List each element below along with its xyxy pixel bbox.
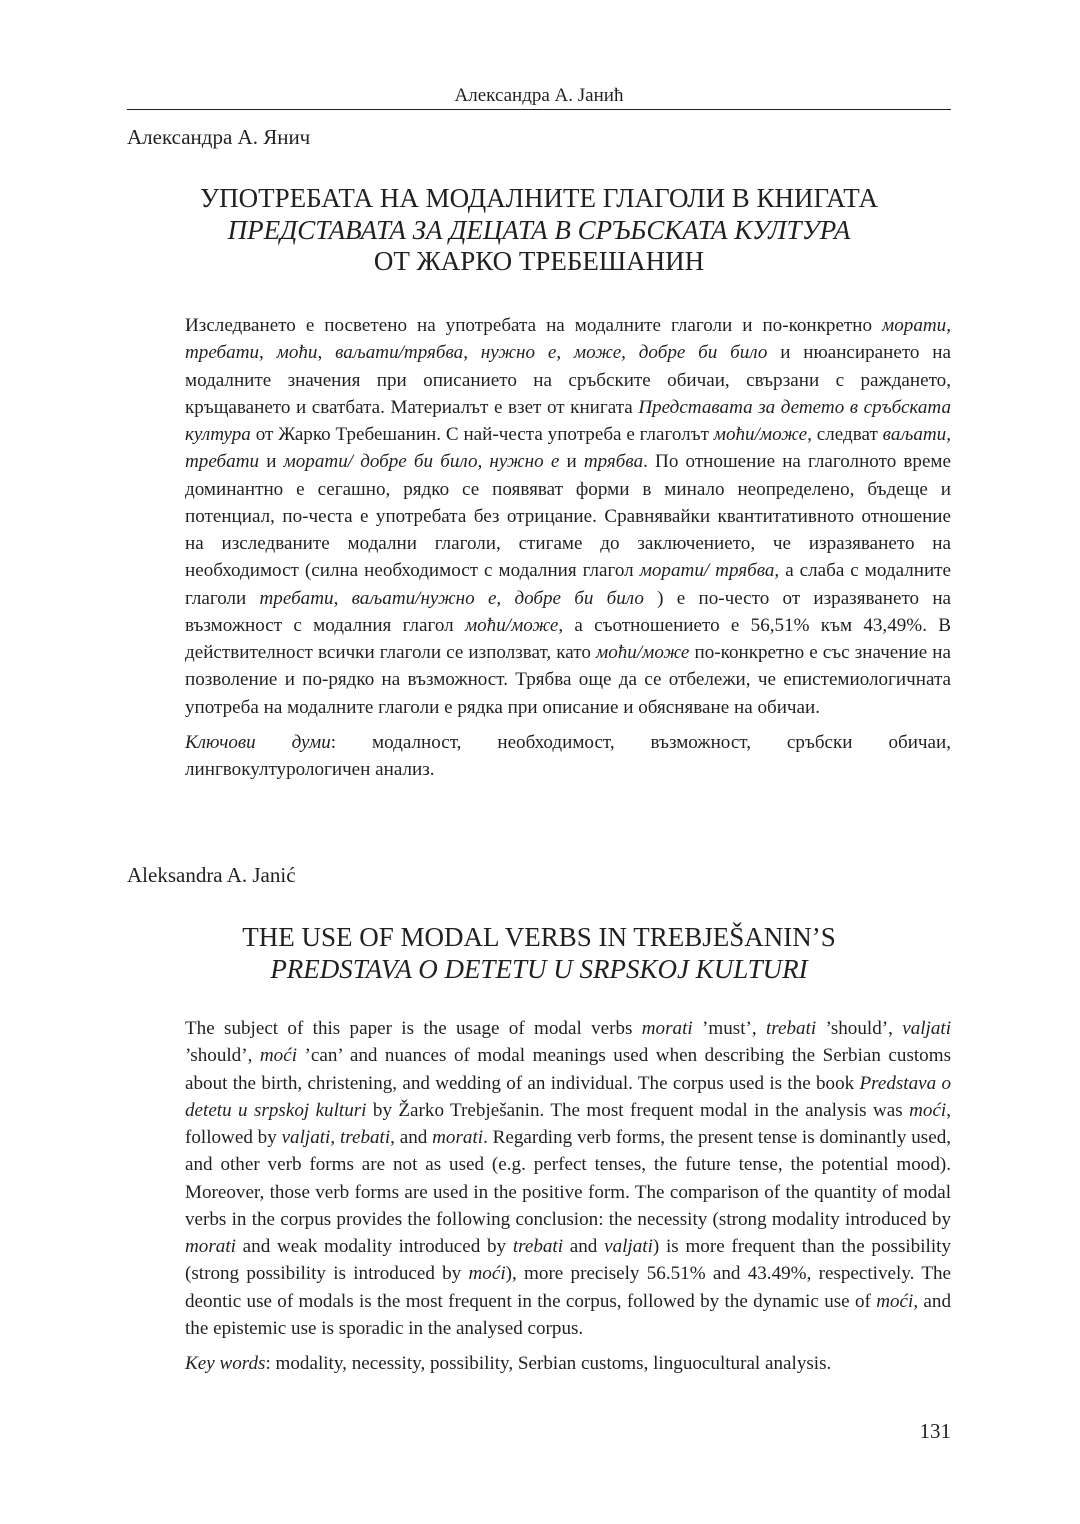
- abstract-bg: [185, 312, 951, 783]
- keywords-bg: [185, 729, 951, 784]
- title-bg-line-1: УПОТРЕБАТА НА МОДАЛНИТЕ ГЛАГОЛИ В КНИГАТА: [200, 183, 878, 213]
- article-title-bg: [127, 183, 951, 278]
- article-title-en: [127, 922, 951, 985]
- title-en-line-2: PREDSTAVA O DETETU U SRPSKOJ KULTURI: [270, 953, 808, 984]
- header-rule: [127, 109, 951, 110]
- title-bg-line-2: ПРЕДСТАВАТА ЗА ДЕЦАТА В СРЪБСКАТА КУЛТУРА: [227, 214, 851, 245]
- keywords-en-label: Key words: [185, 1353, 266, 1374]
- keywords-bg-label: Ключови думи: [185, 731, 331, 753]
- abstract-en-text: The subject of this paper is the usage of modal verbs morati ’must’, trebati ’should’, valjati ’should’, moći ’can’ and nuances of modal meanings used when describing the Serbian customs about the birth, christening, and wedding of an individual. The corpus used is the book Predstava o detetu u srpskoj kulturi by Žarko Trebješanin. The most frequent modal in the analysis was moći, followed by valjati, trebati, and morati. Regarding verb forms, the present tense is dominantly used, and other verb forms are not as used (e.g. perfect tenses, the future tense, the potential mood). Moreover, those verb forms are used in the positive form. The comparison of the quantity of modal verbs in the corpus provides the following conclusion: the necessity (strong modality introduced by morati and weak modality introduced by trebati and valjati) is more frequent than the possibility (strong possibility is introduced by moći), more precisely 56.51% and 43.49%, respectively. The deontic use of modals is the most frequent in the corpus, followed by the dynamic use of moći, and the epistemic use is sporadic in the analysed corpus.: [185, 1018, 952, 1339]
- keywords-en: [185, 1350, 951, 1377]
- author-name-en: Aleksandra A. Janić: [127, 863, 296, 887]
- keywords-en-text: : modality, necessity, possibility, Serbian customs, linguocultural analysis.: [265, 1353, 832, 1374]
- title-en-line-1: THE USE OF MODAL VERBS IN TREBJEŠANIN’S: [242, 922, 836, 952]
- abstract-en: [185, 1015, 951, 1377]
- page-number: 131: [919, 1419, 951, 1443]
- author-name-bg: Александра А. Янич: [127, 125, 311, 149]
- title-bg-line-3: ОТ ЖАРКО ТРЕБЕШАНИН: [373, 246, 705, 276]
- keywords-bg-text: : модалност, необходимост, възможност, сръбски обичаи, лингвокултурологичен анализ.: [185, 731, 951, 780]
- abstract-bg-text: Изследването е посветено на употребата на модалните глаголи и по-конкретно морати, требати, моћи, ваљати/трябва, нужно е, може, добре би било и нюансирането на модалните значения при описанието на сръбските обичаи, свързани с раждането, кръщаването и сватбата. Материалът е взет от книгата Представата за детето в сръбската култура от Жарко Требешанин. С най-честа употреба е глаголът моћи/може, следват ваљати, требати и морати/ добре би било, нужно е и трябва. По отношение на глаголното време доминантно е сегашно, рядко се появяват форми в минало неопределено, бъдеще и потенциал, по-честа е употребата без отрицание. Сравнявайки квантитативното отношение на изследваните модални глаголи, стигаме до заключението, че изразяването на необходимост (силна необходимост с модалния глагол морати/ трябва, а слаба с модалните глаголи требати, ваљати/нужно е, добре би било ) е по-често от изразяването на възможност с модалния глагол моћи/може, а съотношението е 56,51% към 43,49%. В действителност всички глаголи се използват, като моћи/може по-конкретно е със значение на позволение и по-рядко на възможност. Трябва още да се отбележи, че епистемиологичната употреба на модалните глаголи е рядка при описание и обясняване на обичаи.: [185, 315, 952, 718]
- running-head: Александра А. Јанић: [454, 85, 624, 106]
